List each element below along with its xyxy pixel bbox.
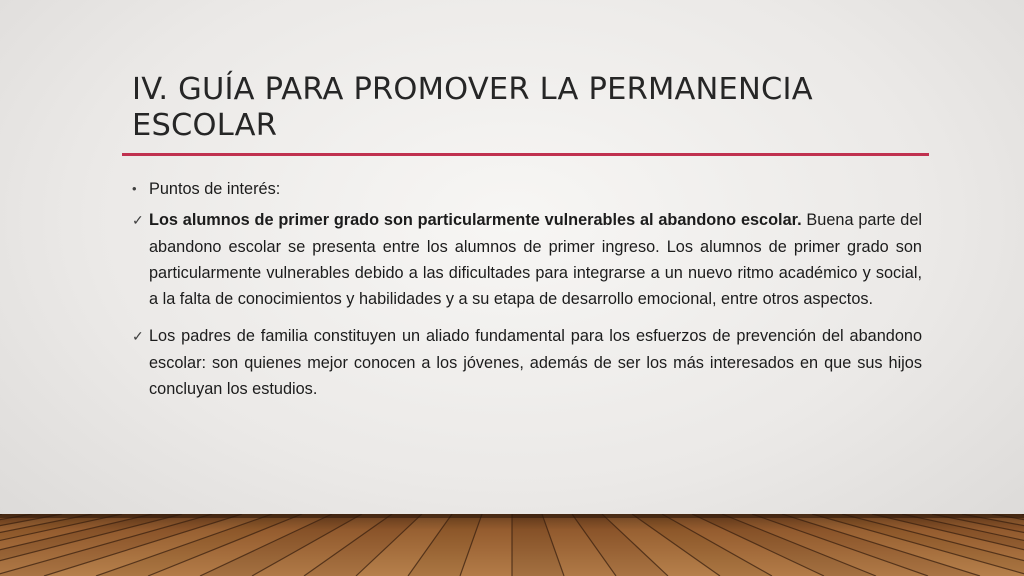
point-parents bbox=[132, 323, 922, 402]
title-underline bbox=[122, 153, 929, 156]
slide-title: IV. GUÍA PARA PROMOVER LA PERMANENCIA ESCOLAR bbox=[132, 72, 813, 143]
wood-floor bbox=[0, 514, 1024, 576]
point-first-grade-bold: Los alumnos de primer grado son particularmente vulnerables al abandono escolar. bbox=[149, 211, 802, 230]
checkmark-icon: ✓ bbox=[132, 212, 144, 229]
bullet-dot-icon: • bbox=[132, 181, 137, 196]
point-parents-text: Los padres de familia constituyen un aliado fundamental para los esfuerzos de prevención del abandono escolar: son quienes mejor conocen a los jóvenes, además de ser los más interesados en que sus hijos concluyan los estudios. bbox=[149, 327, 922, 399]
point-first-grade bbox=[132, 207, 922, 312]
intro-text: Puntos de interés: bbox=[149, 180, 281, 198]
slide-body bbox=[132, 176, 922, 413]
point-first-grade-text: Buena parte del abandono escolar se presenta entre los alumnos de primer ingreso. Los alumnos de primer grado son particularmente vulnerables debido a las dificultades para integrarse a un nuevo ritmo académico y social, a la falta de conocimientos y habilidades y a su etapa de desarrollo emocional, entre otros aspectos. bbox=[149, 211, 922, 309]
checkmark-icon: ✓ bbox=[132, 328, 144, 345]
intro-bullet bbox=[132, 176, 922, 202]
